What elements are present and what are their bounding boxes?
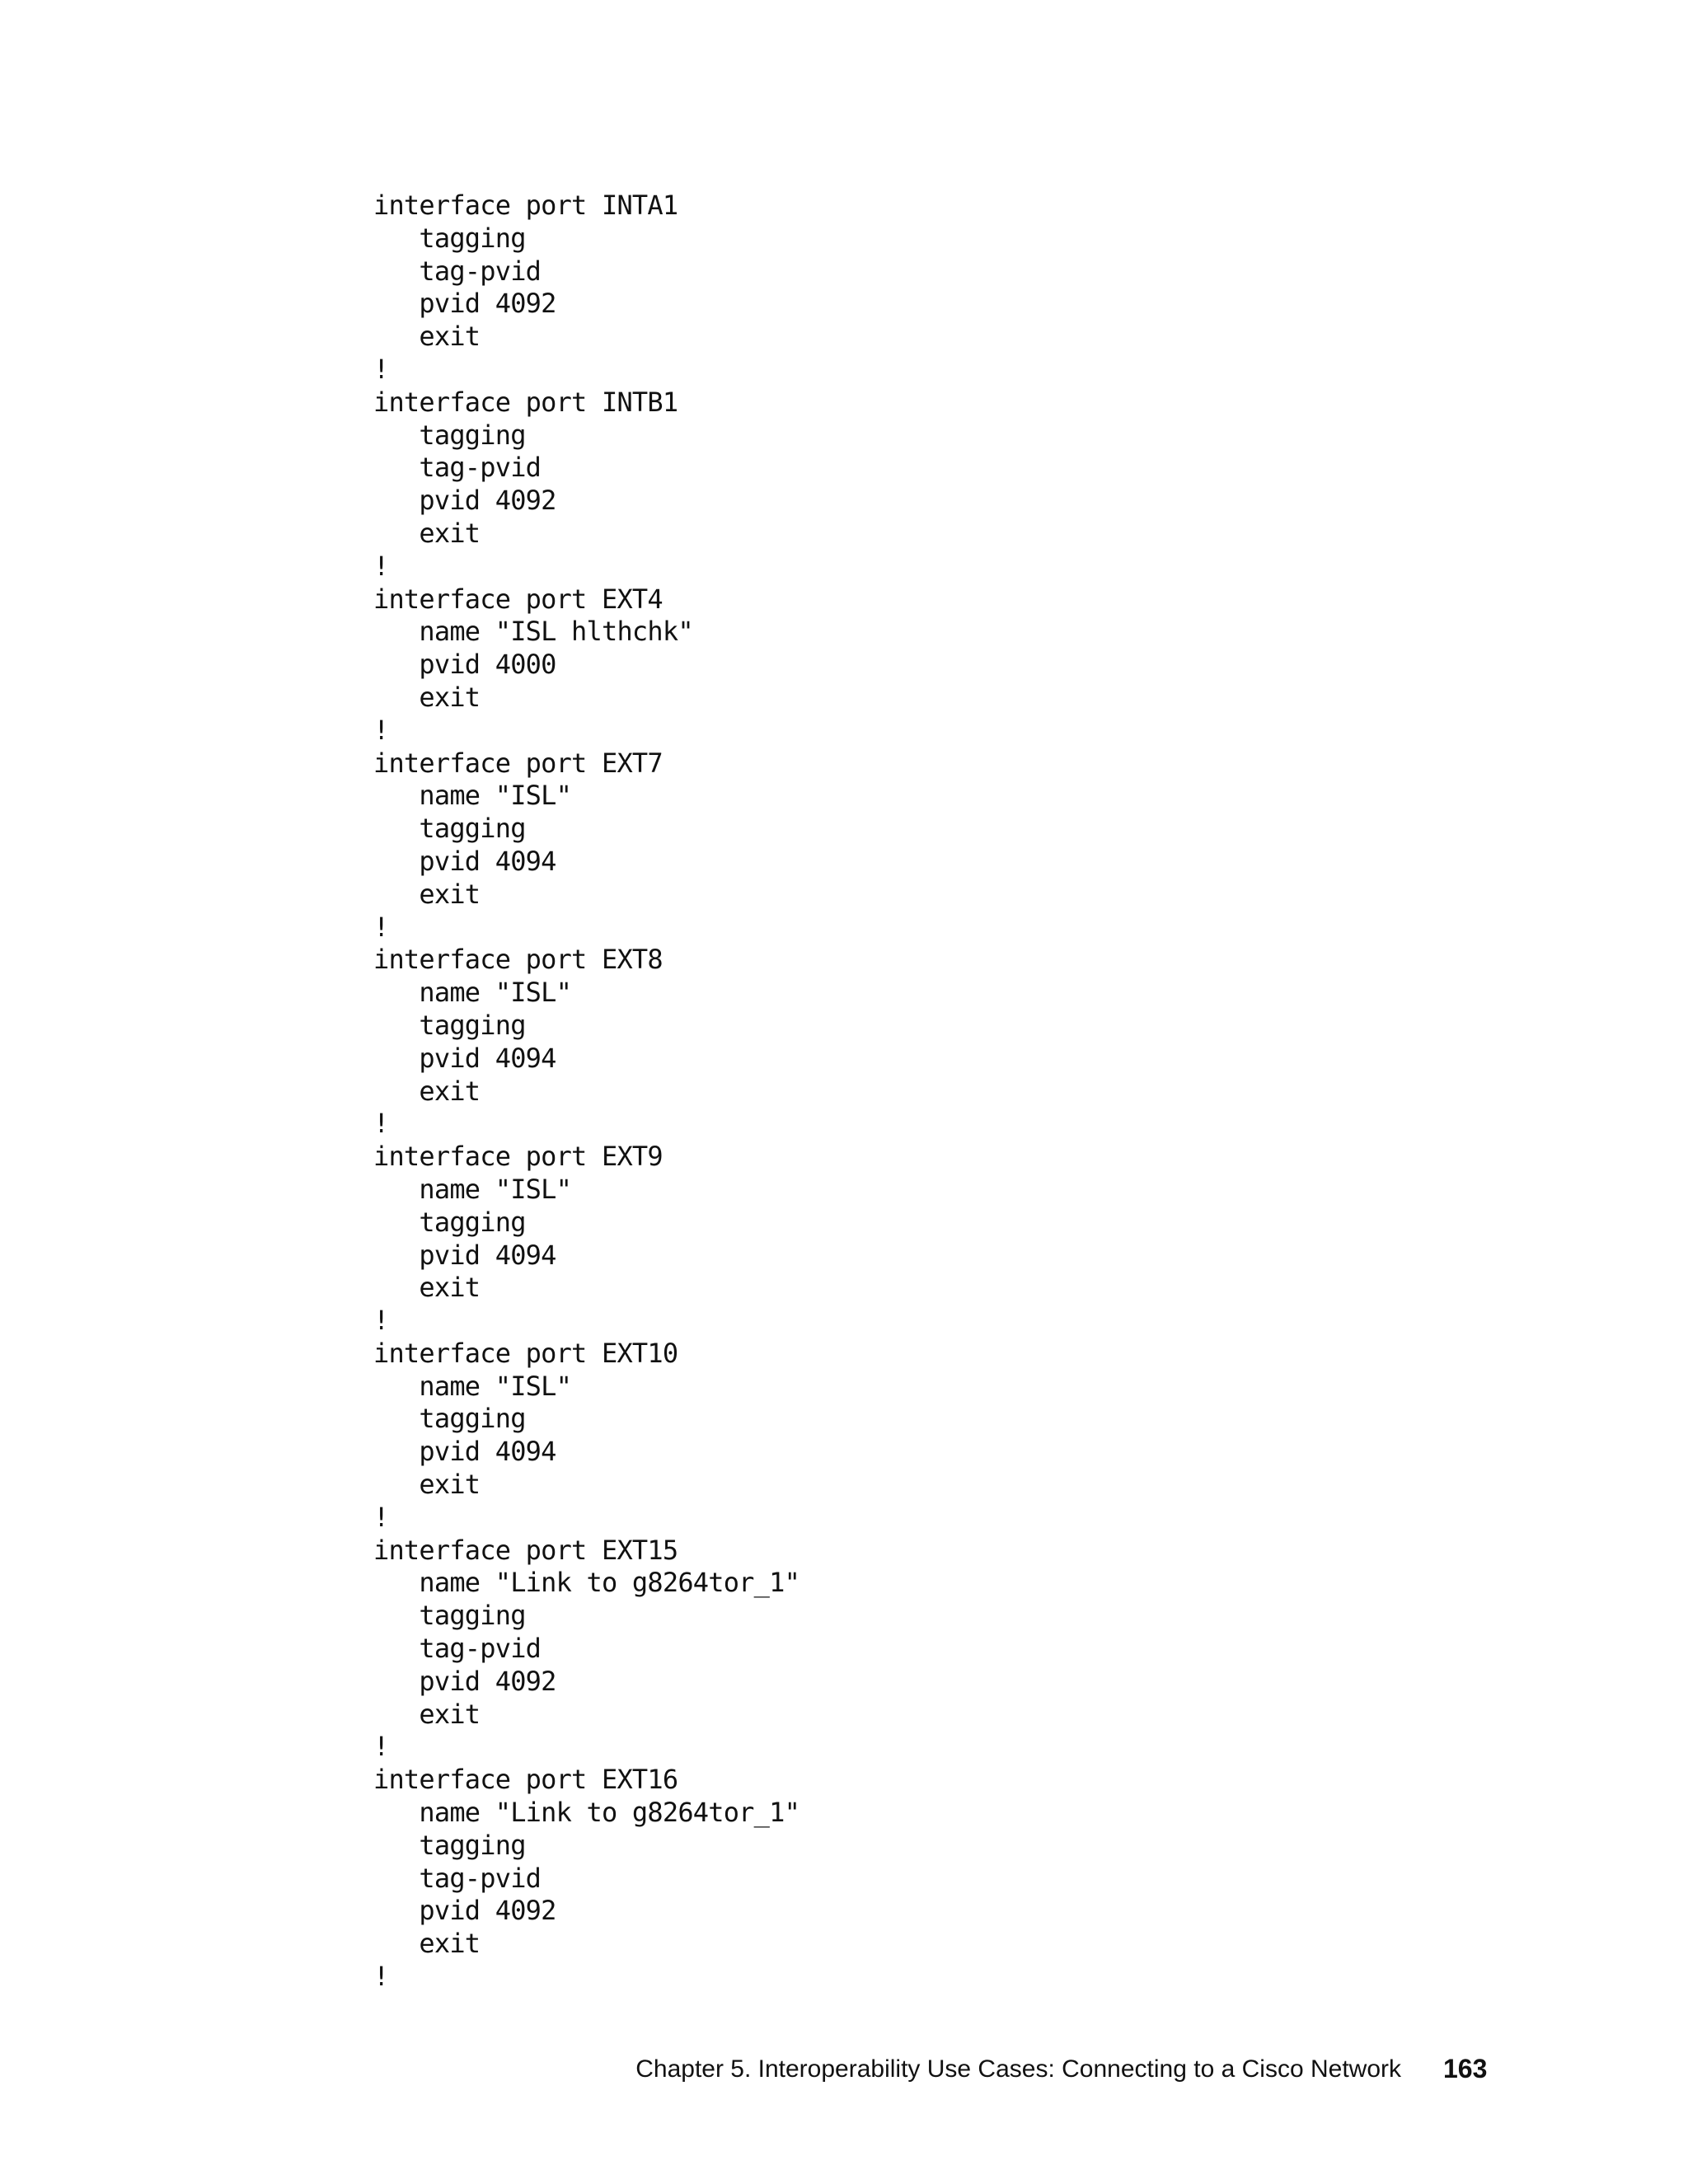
code-line: exit [373, 878, 481, 910]
code-line: interface port EXT16 [373, 1764, 678, 1796]
code-line: exit [373, 321, 481, 353]
code-line: pvid 4094 [373, 1042, 556, 1074]
code-line: name "Link to g8264tor_1" [373, 1797, 800, 1829]
code-line: interface port EXT7 [373, 747, 663, 779]
code-line: tag-pvid [373, 1633, 542, 1665]
code-line: name "ISL" [373, 1173, 572, 1205]
code-line: tagging [373, 222, 526, 254]
code-line: exit [373, 1698, 481, 1730]
code-line: exit [373, 681, 481, 713]
code-line: ! [373, 1961, 389, 1993]
code-line: interface port EXT10 [373, 1337, 678, 1369]
code-line: interface port EXT9 [373, 1141, 663, 1173]
code-line: name "Link to g8264tor_1" [373, 1567, 800, 1599]
code-line: name "ISL" [373, 1370, 572, 1402]
code-line: name "ISL" [373, 977, 572, 1009]
code-line: name "ISL" [373, 780, 572, 812]
code-line: pvid 4092 [373, 1895, 556, 1927]
code-line: ! [373, 353, 389, 385]
code-line: ! [373, 911, 389, 943]
code-line: pvid 4094 [373, 1436, 556, 1468]
code-line: tag-pvid [373, 1862, 542, 1894]
page-number: 163 [1443, 2054, 1488, 2083]
code-line: interface port EXT15 [373, 1534, 678, 1566]
code-line: pvid 4092 [373, 1665, 556, 1697]
code-line: tagging [373, 1009, 526, 1041]
code-line: exit [373, 1928, 481, 1960]
code-line: ! [373, 1305, 389, 1337]
code-line: tagging [373, 1403, 526, 1435]
code-line: ! [373, 1731, 389, 1763]
code-line: pvid 4000 [373, 649, 556, 681]
code-line: name "ISL hlthchk" [373, 616, 693, 648]
code-line: tag-pvid [373, 452, 542, 484]
code-line: tagging [373, 1829, 526, 1861]
code-line: pvid 4092 [373, 288, 556, 320]
code-line: interface port INTA1 [373, 190, 678, 221]
code-line: interface port EXT8 [373, 944, 663, 976]
code-line: pvid 4094 [373, 1239, 556, 1271]
code-line: tag-pvid [373, 255, 542, 287]
code-line: interface port EXT4 [373, 583, 663, 615]
footer-chapter-title: Chapter 5. Interoperability Use Cases: Connecting to a Cisco Network [635, 2055, 1401, 2083]
code-line: pvid 4094 [373, 845, 556, 877]
code-line: exit [373, 1469, 481, 1501]
code-line: ! [373, 714, 389, 746]
code-line: ! [373, 1108, 389, 1140]
code-line: ! [373, 550, 389, 582]
code-line: tagging [373, 1600, 526, 1632]
code-line: interface port INTB1 [373, 386, 678, 418]
code-line: exit [373, 1272, 481, 1304]
code-listing [373, 190, 799, 1994]
code-line: exit [373, 1075, 481, 1107]
code-line: exit [373, 517, 481, 549]
code-line: tagging [373, 419, 526, 451]
code-line: ! [373, 1501, 389, 1533]
code-line: pvid 4092 [373, 485, 556, 517]
code-line: tagging [373, 813, 526, 845]
code-line: tagging [373, 1206, 526, 1238]
